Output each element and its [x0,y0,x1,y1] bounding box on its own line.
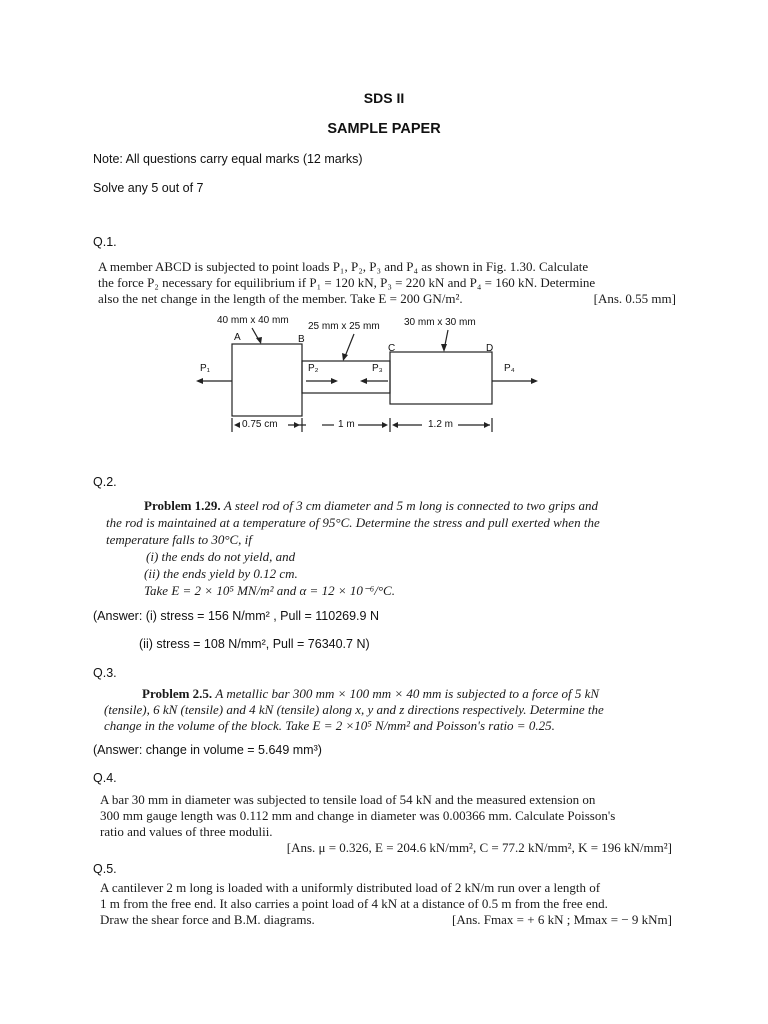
point-d-label: D [486,343,494,354]
q2-given: Take E = 2 × 10⁵ MN/m² and α = 12 × 10⁻⁶/°C. [144,583,395,598]
q4-line-2: 300 mm gauge length was 0.112 mm and change in diameter was 0.00366 mm. Calculate Poisson's [100,808,616,823]
dim-bc-label: 25 mm x 25 mm [308,321,380,332]
point-c-label: C [388,343,396,354]
q5-answer: [Ans. Fmax = + 6 kN ; Mmax = − 9 kNm] [452,912,672,927]
q2-problem-number: Problem 1.29. [144,498,221,513]
q4-answer: [Ans. μ = 0.326, E = 204.6 kN/mm², C = 77.2 kN/mm², K = 196 kN/mm²] [286,840,672,855]
p2-label: P₂ [308,363,319,374]
q5-line-1: A cantilever 2 m long is loaded with a uniformly distributed load of 2 kN/m run over a length of [100,880,601,895]
q2-line-1 [106,497,666,514]
q1-line-3-text: also the net change in the length of the member. Take E = 200 GN/m². [98,291,463,306]
q3-line-3: change in the volume of the block. Take E = 2 ×10⁵ N/mm² and Poisson's ratio = 0.25. [104,718,555,733]
q3-text [104,686,668,734]
q3-line-1 [104,686,668,702]
dim-ab-label: 40 mm x 40 mm [217,315,289,326]
dim-cd-arrowhead [441,344,447,352]
section-cd [390,352,492,404]
p3-arrowhead [360,378,367,384]
note-text: Note: All questions carry equal marks (12 marks) [93,152,363,166]
p1-label: P₁ [200,363,211,374]
course-code: SDS II [363,90,405,106]
q4-line-1: A bar 30 mm in diameter was subjected to tensile load of 54 kN and the measured extension on [100,792,596,807]
q4-text [100,792,672,856]
q2-text [106,497,666,599]
dim-arrowhead-3 [382,422,388,428]
q1-figure [190,312,560,442]
q3-answer: (Answer: change in volume = 5.649 mm³) [93,743,322,757]
dim-arrowhead-1 [234,422,240,428]
instruction-text: Solve any 5 out of 7 [93,181,204,195]
q1-line-2: the force P₂ necessary for equilibrium if P₁ = 120 kN, P₃ = 220 kN and P₄ = 160 kN. Determine [98,275,596,290]
q1-line-1: A member ABCD is subjected to point loads P₁, P₂, P₃ and P₄ as shown in Fig. 1.30. Calculate [98,259,589,274]
q1-line-3 [98,291,676,307]
length-bc-label: 1 m [338,419,355,430]
length-cd-label: 1.2 m [428,419,454,430]
q5-line-2: 1 m from the free end. It also carries a point load of 4 kN at a distance of 0.5 m from the free end. [100,896,608,911]
q4-label: Q.4. [93,771,117,785]
q3-line-1-text: A metallic bar 300 mm × 100 mm × 40 mm is subjected to a force of 5 kN [215,686,600,701]
q2-item-1: (i) the ends do not yield, and [146,549,296,564]
dim-arrowhead-4 [392,422,398,428]
p4-arrowhead [531,378,538,384]
q5-line-3 [100,912,672,928]
dim-ab-arrowhead [256,337,262,344]
section-ab [232,344,302,416]
paper-title: SAMPLE PAPER [327,121,441,137]
q4-line-3: ratio and values of three modulii. [100,824,273,839]
q5-text [100,880,672,928]
length-ab-label: 0.75 cm [242,419,278,430]
q3-problem-number: Problem 2.5. [142,686,213,701]
p3-label: P₃ [372,363,383,374]
q1-label: Q.1. [93,235,117,249]
q3-label: Q.3. [93,666,117,680]
point-b-label: B [298,334,305,345]
dim-arrowhead-2 [294,422,300,428]
q5-line-3-text: Draw the shear force and B.M. diagrams. [100,912,315,927]
q1-answer: [Ans. 0.55 mm] [593,291,676,306]
q2-line-2: the rod is maintained at a temperature of 95°C. Determine the stress and pull exerted when the [106,515,600,530]
dim-cd-label: 30 mm x 30 mm [404,317,476,328]
q5-label: Q.5. [93,862,117,876]
q1-text [98,259,676,307]
q2-answer-2: (ii) stress = 108 N/mm², Pull = 76340.7 N) [139,637,370,651]
point-a-label: A [234,332,241,343]
p1-arrowhead [196,378,203,384]
dim-bc-arrowhead [342,353,348,361]
p4-label: P₄ [504,363,515,374]
q2-line-1-text: A steel rod of 3 cm diameter and 5 m long is connected to two grips and [223,498,598,513]
q2-line-3: temperature falls to 30°C, if [106,532,252,547]
q2-answer-1: (Answer: (i) stress = 156 N/mm² , Pull = 110269.9 N [93,609,379,623]
q2-label: Q.2. [93,475,117,489]
q2-item-2: (ii) the ends yield by 0.12 cm. [144,566,298,581]
p2-arrowhead [331,378,338,384]
dim-arrowhead-5 [484,422,490,428]
q3-line-2: (tensile), 6 kN (tensile) and 4 kN (tensile) along x, y and z directions respectively. Determine the [104,702,604,717]
